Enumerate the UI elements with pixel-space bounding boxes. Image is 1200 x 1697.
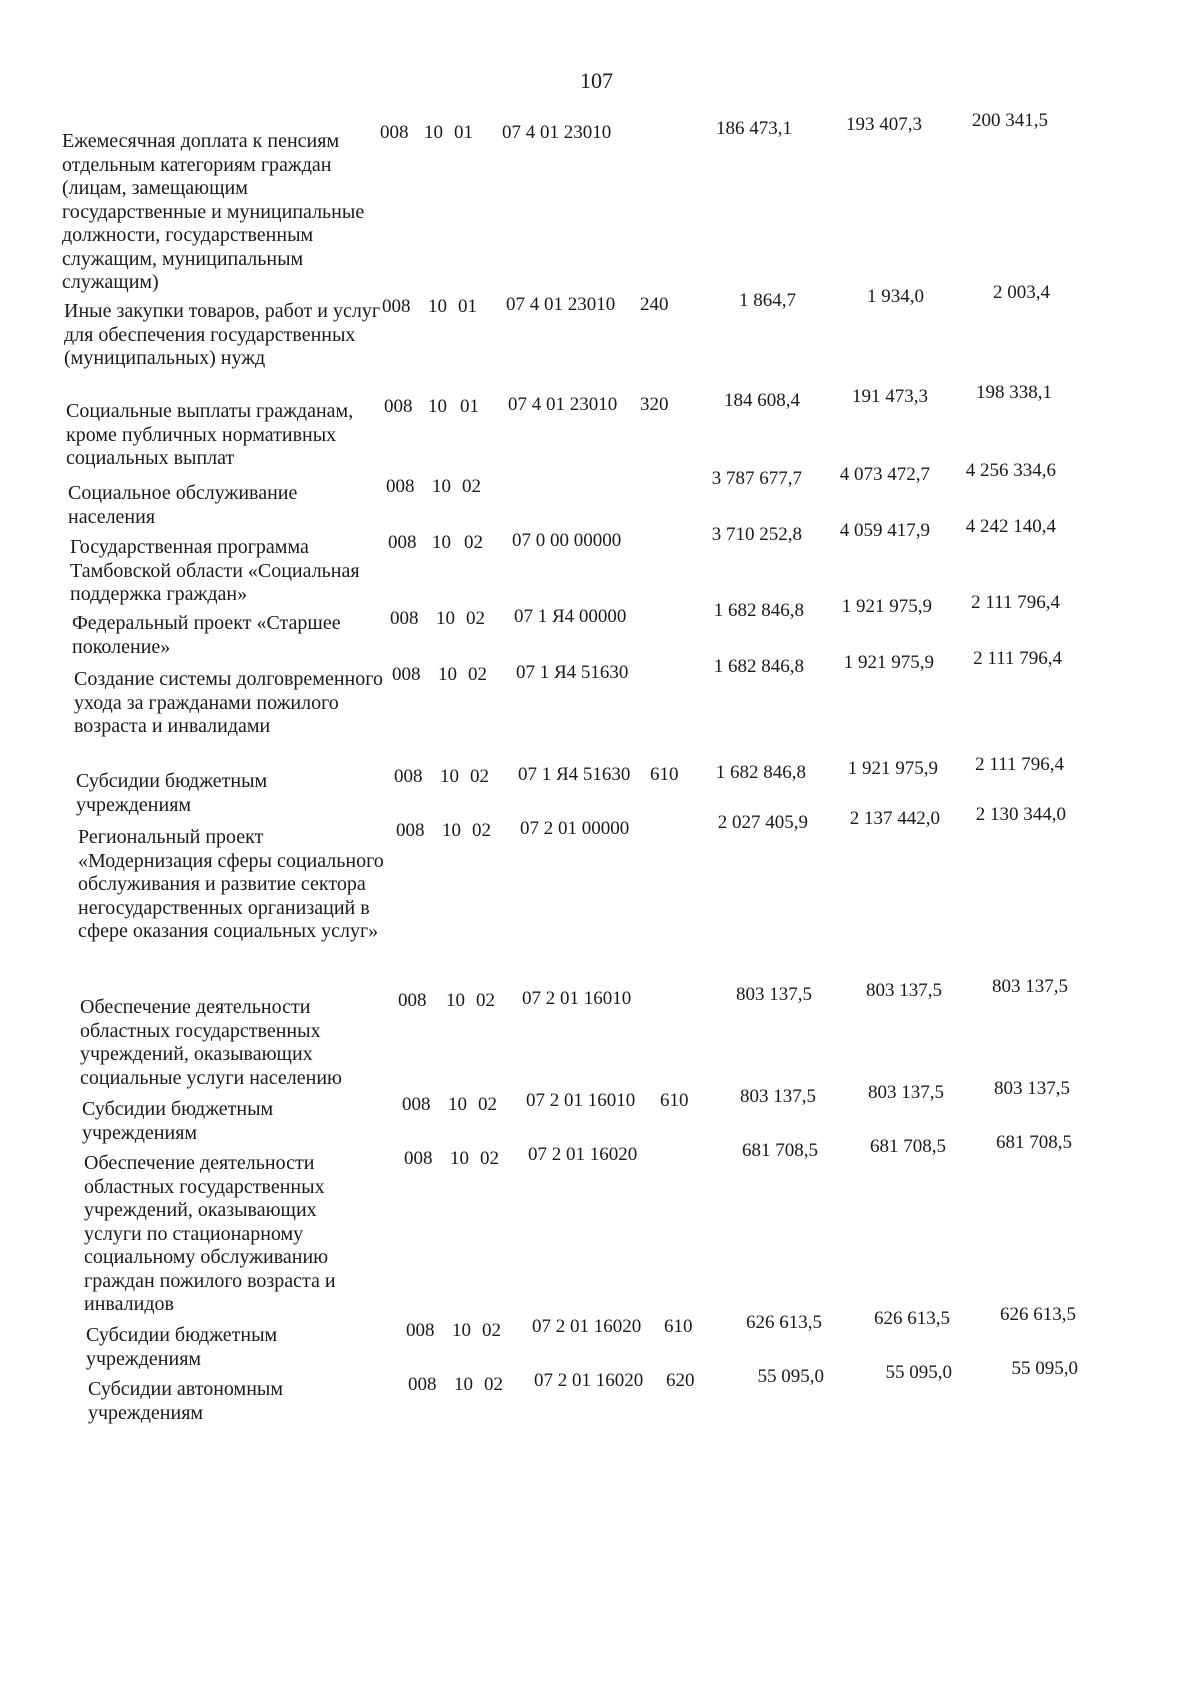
cell-year3-value: 2 130 344,0 bbox=[975, 804, 1066, 825]
row-name: Ежемесячная доплата к пенсиям отдельным категориям граждан (лицам, замещающим государственные и муниципальные должности, государственным служащим, муниципальным служащим) bbox=[62, 130, 365, 293]
cell-code-vr: 008 bbox=[382, 296, 411, 317]
cell-year2-value: 193 407,3 bbox=[846, 114, 922, 135]
row-name: Обеспечение деятельности областных государственных учреждений, оказывающих социальные услуги населению bbox=[80, 996, 343, 1089]
cell-code-expense-type: 610 bbox=[650, 764, 679, 785]
cell-code-expense-type: 620 bbox=[666, 1370, 695, 1391]
row-name: Региональный проект «Модернизация сферы социального обслуживания и развитие сектора негосударственных организаций в сфере оказания социальных услуг» bbox=[78, 826, 384, 942]
cell-year2-value: 803 137,5 bbox=[866, 980, 942, 1001]
row-name: Социальное обслуживание населения bbox=[68, 482, 298, 528]
cell-code-expense-type: 240 bbox=[640, 294, 669, 315]
cell-code-csr: 07 4 01 23010 bbox=[502, 122, 612, 143]
cell-year1-value: 1 682 846,8 bbox=[715, 762, 806, 783]
cell-code-rz: 10 bbox=[424, 122, 443, 143]
cell-code-rz: 10 bbox=[440, 766, 459, 787]
cell-code-csr: 07 4 01 23010 bbox=[506, 294, 616, 315]
cell-year1-value: 1 682 846,8 bbox=[713, 656, 804, 677]
row-name: Государственная программа Тамбовской области «Социальная поддержка граждан» bbox=[70, 536, 360, 605]
cell-code-csr: 07 0 00 00000 bbox=[512, 530, 622, 551]
cell-code-csr: 07 1 Я4 00000 bbox=[514, 606, 627, 627]
cell-year2-value: 1 921 975,9 bbox=[847, 758, 938, 779]
cell-code-pr: 02 bbox=[482, 1320, 501, 1341]
cell-year2-value: 2 137 442,0 bbox=[849, 808, 940, 829]
cell-code-csr: 07 2 01 16010 bbox=[526, 1090, 636, 1111]
cell-year1-value: 186 473,1 bbox=[716, 118, 792, 139]
cell-year3-value: 2 111 796,4 bbox=[971, 592, 1060, 613]
cell-code-expense-type: 320 bbox=[640, 394, 669, 415]
cell-code-rz: 10 bbox=[432, 532, 451, 553]
cell-code-pr: 02 bbox=[472, 820, 491, 841]
cell-year3-value: 803 137,5 bbox=[992, 976, 1068, 997]
cell-year3-value: 4 242 140,4 bbox=[965, 516, 1056, 537]
cell-code-vr: 008 bbox=[390, 608, 419, 629]
cell-code-pr: 02 bbox=[476, 990, 495, 1011]
cell-code-pr: 01 bbox=[460, 396, 479, 417]
cell-code-pr: 02 bbox=[468, 664, 487, 685]
cell-code-vr: 008 bbox=[388, 532, 417, 553]
cell-year2-value: 803 137,5 bbox=[868, 1082, 944, 1103]
cell-code-vr: 008 bbox=[404, 1148, 433, 1169]
cell-year2-value: 4 073 472,7 bbox=[839, 464, 930, 485]
row-name: Создание системы долговременного ухода за гражданами пожилого возраста и инвалидами bbox=[74, 668, 383, 737]
cell-year1-value: 55 095,0 bbox=[757, 1366, 824, 1387]
cell-year2-value: 1 934,0 bbox=[867, 286, 924, 307]
cell-year2-value: 681 708,5 bbox=[870, 1136, 946, 1157]
cell-year2-value: 191 473,3 bbox=[852, 386, 928, 407]
page-number: 107 bbox=[580, 68, 613, 93]
cell-year2-value: 55 095,0 bbox=[885, 1362, 952, 1383]
cell-code-rz: 10 bbox=[442, 820, 461, 841]
cell-code-rz: 10 bbox=[438, 664, 457, 685]
cell-code-pr: 02 bbox=[464, 532, 483, 553]
row-name: Социальные выплаты гражданам, кроме публичных нормативных социальных выплат bbox=[66, 400, 354, 469]
cell-code-rz: 10 bbox=[454, 1374, 473, 1395]
cell-code-pr: 02 bbox=[470, 766, 489, 787]
cell-code-rz: 10 bbox=[448, 1094, 467, 1115]
cell-code-csr: 07 2 01 00000 bbox=[520, 818, 630, 839]
cell-year1-value: 681 708,5 bbox=[742, 1140, 818, 1161]
cell-code-vr: 008 bbox=[384, 396, 413, 417]
cell-code-pr: 02 bbox=[466, 608, 485, 629]
cell-year1-value: 803 137,5 bbox=[740, 1086, 816, 1107]
cell-code-vr: 008 bbox=[396, 820, 425, 841]
cell-year1-value: 3 787 677,7 bbox=[711, 468, 802, 489]
cell-code-rz: 10 bbox=[450, 1148, 469, 1169]
cell-year1-value: 1 864,7 bbox=[739, 290, 796, 311]
row-name: Субсидии бюджетным учреждениям bbox=[86, 1324, 278, 1370]
cell-code-rz: 10 bbox=[428, 396, 447, 417]
cell-code-csr: 07 2 01 16020 bbox=[528, 1144, 638, 1165]
cell-code-vr: 008 bbox=[394, 766, 423, 787]
cell-year3-value: 200 341,5 bbox=[972, 110, 1048, 131]
cell-year1-value: 626 613,5 bbox=[746, 1312, 822, 1333]
cell-code-pr: 01 bbox=[458, 296, 477, 317]
cell-year3-value: 198 338,1 bbox=[976, 382, 1052, 403]
cell-year1-value: 3 710 252,8 bbox=[711, 524, 802, 545]
cell-code-csr: 07 2 01 16020 bbox=[532, 1316, 642, 1337]
cell-code-csr: 07 2 01 16010 bbox=[522, 988, 632, 1009]
cell-code-rz: 10 bbox=[452, 1320, 471, 1341]
cell-code-rz: 10 bbox=[428, 296, 447, 317]
row-name: Субсидии автономным учреждениям bbox=[88, 1378, 283, 1424]
cell-year2-value: 1 921 975,9 bbox=[841, 596, 932, 617]
row-name: Субсидии бюджетным учреждениям bbox=[76, 770, 268, 816]
cell-code-rz: 10 bbox=[436, 608, 455, 629]
cell-year2-value: 1 921 975,9 bbox=[843, 652, 934, 673]
row-name: Обеспечение деятельности областных государственных учреждений, оказывающих услуги по стационарному социальному обслуживанию граждан пожилого возраста и инвалидов bbox=[84, 1152, 336, 1315]
cell-year3-value: 2 111 796,4 bbox=[975, 754, 1064, 775]
cell-code-rz: 10 bbox=[432, 476, 451, 497]
cell-year3-value: 4 256 334,6 bbox=[965, 460, 1056, 481]
cell-code-pr: 02 bbox=[484, 1374, 503, 1395]
cell-code-csr: 07 1 Я4 51630 bbox=[516, 662, 629, 683]
cell-year3-value: 2 003,4 bbox=[993, 282, 1050, 303]
cell-code-csr: 07 4 01 23010 bbox=[508, 394, 618, 415]
row-name: Иные закупки товаров, работ и услуг для обеспечения государственных (муниципальных) нужд bbox=[64, 300, 381, 369]
cell-code-vr: 008 bbox=[406, 1320, 435, 1341]
cell-year1-value: 2 027 405,9 bbox=[717, 812, 808, 833]
cell-code-vr: 008 bbox=[392, 664, 421, 685]
cell-code-csr: 07 1 Я4 51630 bbox=[518, 764, 631, 785]
cell-code-pr: 02 bbox=[480, 1148, 499, 1169]
cell-code-vr: 008 bbox=[408, 1374, 437, 1395]
cell-code-pr: 02 bbox=[462, 476, 481, 497]
cell-code-pr: 02 bbox=[478, 1094, 497, 1115]
cell-year1-value: 184 608,4 bbox=[724, 390, 800, 411]
cell-code-vr: 008 bbox=[398, 990, 427, 1011]
cell-year3-value: 681 708,5 bbox=[996, 1132, 1072, 1153]
cell-year3-value: 2 111 796,4 bbox=[973, 648, 1062, 669]
cell-year1-value: 1 682 846,8 bbox=[713, 600, 804, 621]
cell-code-pr: 01 bbox=[454, 122, 473, 143]
cell-code-expense-type: 610 bbox=[660, 1090, 689, 1111]
cell-code-vr: 008 bbox=[402, 1094, 431, 1115]
cell-year1-value: 803 137,5 bbox=[736, 984, 812, 1005]
row-name: Субсидии бюджетным учреждениям bbox=[82, 1098, 274, 1144]
cell-year3-value: 55 095,0 bbox=[1011, 1358, 1078, 1379]
cell-year2-value: 626 613,5 bbox=[874, 1308, 950, 1329]
row-name: Федеральный проект «Старшее поколение» bbox=[72, 612, 341, 658]
cell-code-rz: 10 bbox=[446, 990, 465, 1011]
cell-code-vr: 008 bbox=[386, 476, 415, 497]
cell-code-vr: 008 bbox=[380, 122, 409, 143]
cell-year3-value: 626 613,5 bbox=[1000, 1304, 1076, 1325]
cell-code-expense-type: 610 bbox=[664, 1316, 693, 1337]
cell-year3-value: 803 137,5 bbox=[994, 1078, 1070, 1099]
cell-code-csr: 07 2 01 16020 bbox=[534, 1370, 644, 1391]
cell-year2-value: 4 059 417,9 bbox=[839, 520, 930, 541]
